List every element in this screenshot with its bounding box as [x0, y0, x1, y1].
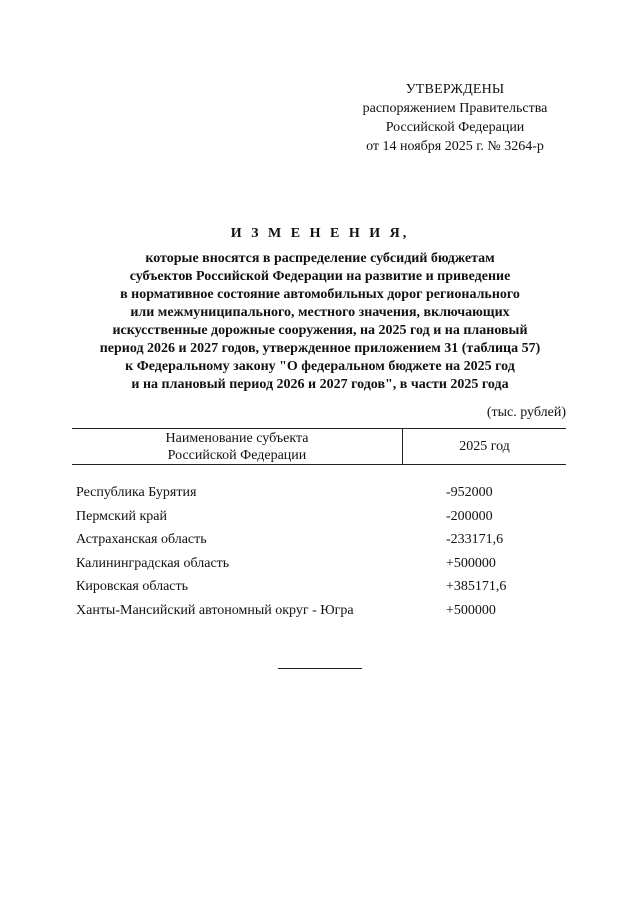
subsidy-change-value: +500000 — [446, 602, 496, 618]
approval-line: Российской Федерации — [385, 120, 525, 135]
table-row — [76, 575, 566, 599]
document-title: И З М Е Н Е Н И Я, — [230, 226, 410, 241]
table-row — [76, 599, 566, 623]
document-subtitle — [70, 250, 570, 394]
end-of-document-rule — [278, 668, 362, 669]
subtitle-line: или межмуниципального, местного значения, включающих — [130, 305, 510, 320]
subsidy-change-value: -200000 — [446, 508, 493, 524]
column-header-year: 2025 год — [459, 439, 510, 454]
unit-note: (тыс. рублей) — [486, 405, 566, 420]
subtitle-line: субъектов Российской Федерации на развитие и приведение — [129, 269, 511, 284]
table-row — [76, 552, 566, 576]
subsidy-change-value: +500000 — [446, 555, 496, 571]
column-header-name — [72, 429, 403, 464]
approval-date-line: от 14 ноября 2025 г. № 3264-р — [366, 139, 544, 154]
approval-title: УТВЕРЖДЕНЫ — [405, 82, 505, 97]
subtitle-line: в нормативное состояние автомобильных дорог регионального — [120, 287, 520, 302]
region-name: Кировская область — [76, 579, 189, 594]
column-header-name-line: Российской Федерации — [167, 447, 307, 463]
subsidy-change-value: +385171,6 — [446, 579, 507, 594]
region-name: Пермский край — [76, 508, 167, 524]
region-name: Калининградская область — [76, 555, 230, 571]
region-name: Республика Бурятия — [76, 485, 197, 500]
subsidy-change-value: -233171,6 — [446, 532, 504, 547]
subtitle-line: искусственные дорожные сооружения, на 2025 год и на плановый — [112, 323, 528, 338]
subtitle-line: период 2026 и 2027 годов, утвержденное приложением 31 (таблица 57) — [99, 341, 541, 356]
region-name: Астраханская область — [76, 532, 207, 547]
region-name: Ханты-Мансийский автономный округ - Югра — [76, 602, 354, 618]
table-row — [76, 528, 566, 552]
subtitle-line: к Федеральному закону "О федеральном бюджете на 2025 год — [125, 359, 515, 374]
subtitle-line: и на плановый период 2026 и 2027 годов", в части 2025 года — [131, 377, 509, 392]
table-body — [76, 481, 566, 622]
column-header-name-line: Наименование субъекта — [165, 430, 309, 446]
subsidy-change-value: -952000 — [446, 485, 493, 500]
table-row — [76, 481, 566, 505]
approval-block — [340, 80, 570, 156]
table-header — [72, 428, 566, 465]
approval-line: распоряжением Правительства — [362, 101, 548, 116]
table-row — [76, 505, 566, 529]
subtitle-line: которые вносятся в распределение субсидий бюджетам — [145, 251, 495, 266]
